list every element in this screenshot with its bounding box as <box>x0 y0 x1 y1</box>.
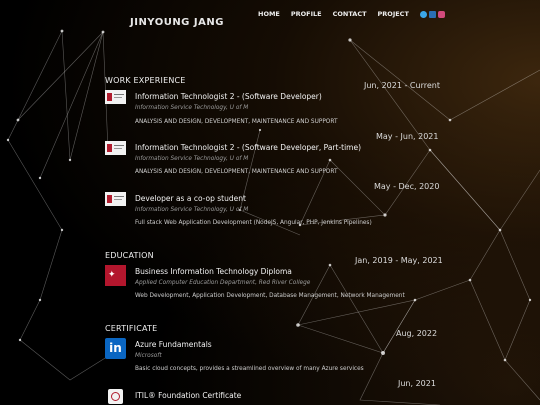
section-heading-education: EDUCATION <box>105 251 154 260</box>
work-item-2-organization: Information Service Technology, U of M <box>135 156 249 162</box>
umanitoba-logo-icon <box>105 192 126 206</box>
work-item-3-description: Full stack Web Application Development (NodeJS, Angular, PHP, Jenkins Pipelines) <box>135 220 372 226</box>
certificate-item-1-title: Azure Fundamentals <box>135 340 212 349</box>
work-item-3-date: May - Dec, 2020 <box>374 182 440 191</box>
nav-home-link[interactable]: HOME <box>258 10 280 18</box>
work-item-1-date: Jun, 2021 - Current <box>364 81 440 90</box>
umanitoba-logo-icon <box>105 141 126 155</box>
certificate-item-2-date: Jun, 2021 <box>398 379 436 388</box>
red-river-college-logo-icon: ✦ <box>105 265 126 286</box>
umanitoba-logo-icon <box>105 90 126 104</box>
skype-icon[interactable] <box>420 11 427 18</box>
certificate-item-2-title: ITIL® Foundation Certificate <box>135 391 242 400</box>
site-brand[interactable]: JINYOUNG JANG <box>130 17 224 28</box>
linkedin-icon[interactable] <box>429 11 436 18</box>
linkedin-logo-icon: in <box>105 338 126 359</box>
education-item-1-organization: Applied Computer Education Department, Red River College <box>135 280 311 286</box>
work-item-2-date: May - Jun, 2021 <box>376 132 439 141</box>
section-heading-work-experience: WORK EXPERIENCE <box>105 76 186 85</box>
education-item-1-description: Web Development, Application Development, Database Management, Network Management <box>135 293 405 299</box>
work-item-1-organization: Information Service Technology, U of M <box>135 105 249 111</box>
top-navigation <box>258 10 447 18</box>
certificate-item-1-description: Basic cloud concepts, provides a streamlined overview of many Azure services <box>135 366 364 372</box>
certificate-item-1-date: Aug, 2022 <box>396 329 438 338</box>
nav-profile-link[interactable]: PROFILE <box>290 10 322 18</box>
work-item-1-title: Information Technologist 2 - (Software Developer) <box>135 92 322 101</box>
section-heading-certificate: CERTIFICATE <box>105 324 158 333</box>
nav-project-link[interactable]: PROJECT <box>377 10 409 18</box>
work-item-1-description: ANALYSIS AND DESIGN, DEVELOPMENT, MAINTENANCE AND SUPPORT <box>135 119 338 125</box>
itil-logo-icon <box>108 389 123 404</box>
work-item-3-organization: Information Service Technology, U of M <box>135 207 249 213</box>
work-item-2-title: Information Technologist 2 - (Software Developer, Part-time) <box>135 143 362 152</box>
certificate-item-1-organization: Microsoft <box>135 353 162 359</box>
education-item-1-date: Jan, 2019 - May, 2021 <box>355 256 443 265</box>
education-item-1-title: Business Information Technology Diploma <box>135 267 292 276</box>
nav-contact-link[interactable]: CONTACT <box>332 10 367 18</box>
instagram-icon[interactable] <box>438 11 445 18</box>
work-item-3-title: Developer as a co-op student <box>135 194 246 203</box>
work-item-2-description: ANALYSIS AND DESIGN, DEVELOPMENT, MAINTENANCE AND SUPPORT <box>135 169 338 175</box>
